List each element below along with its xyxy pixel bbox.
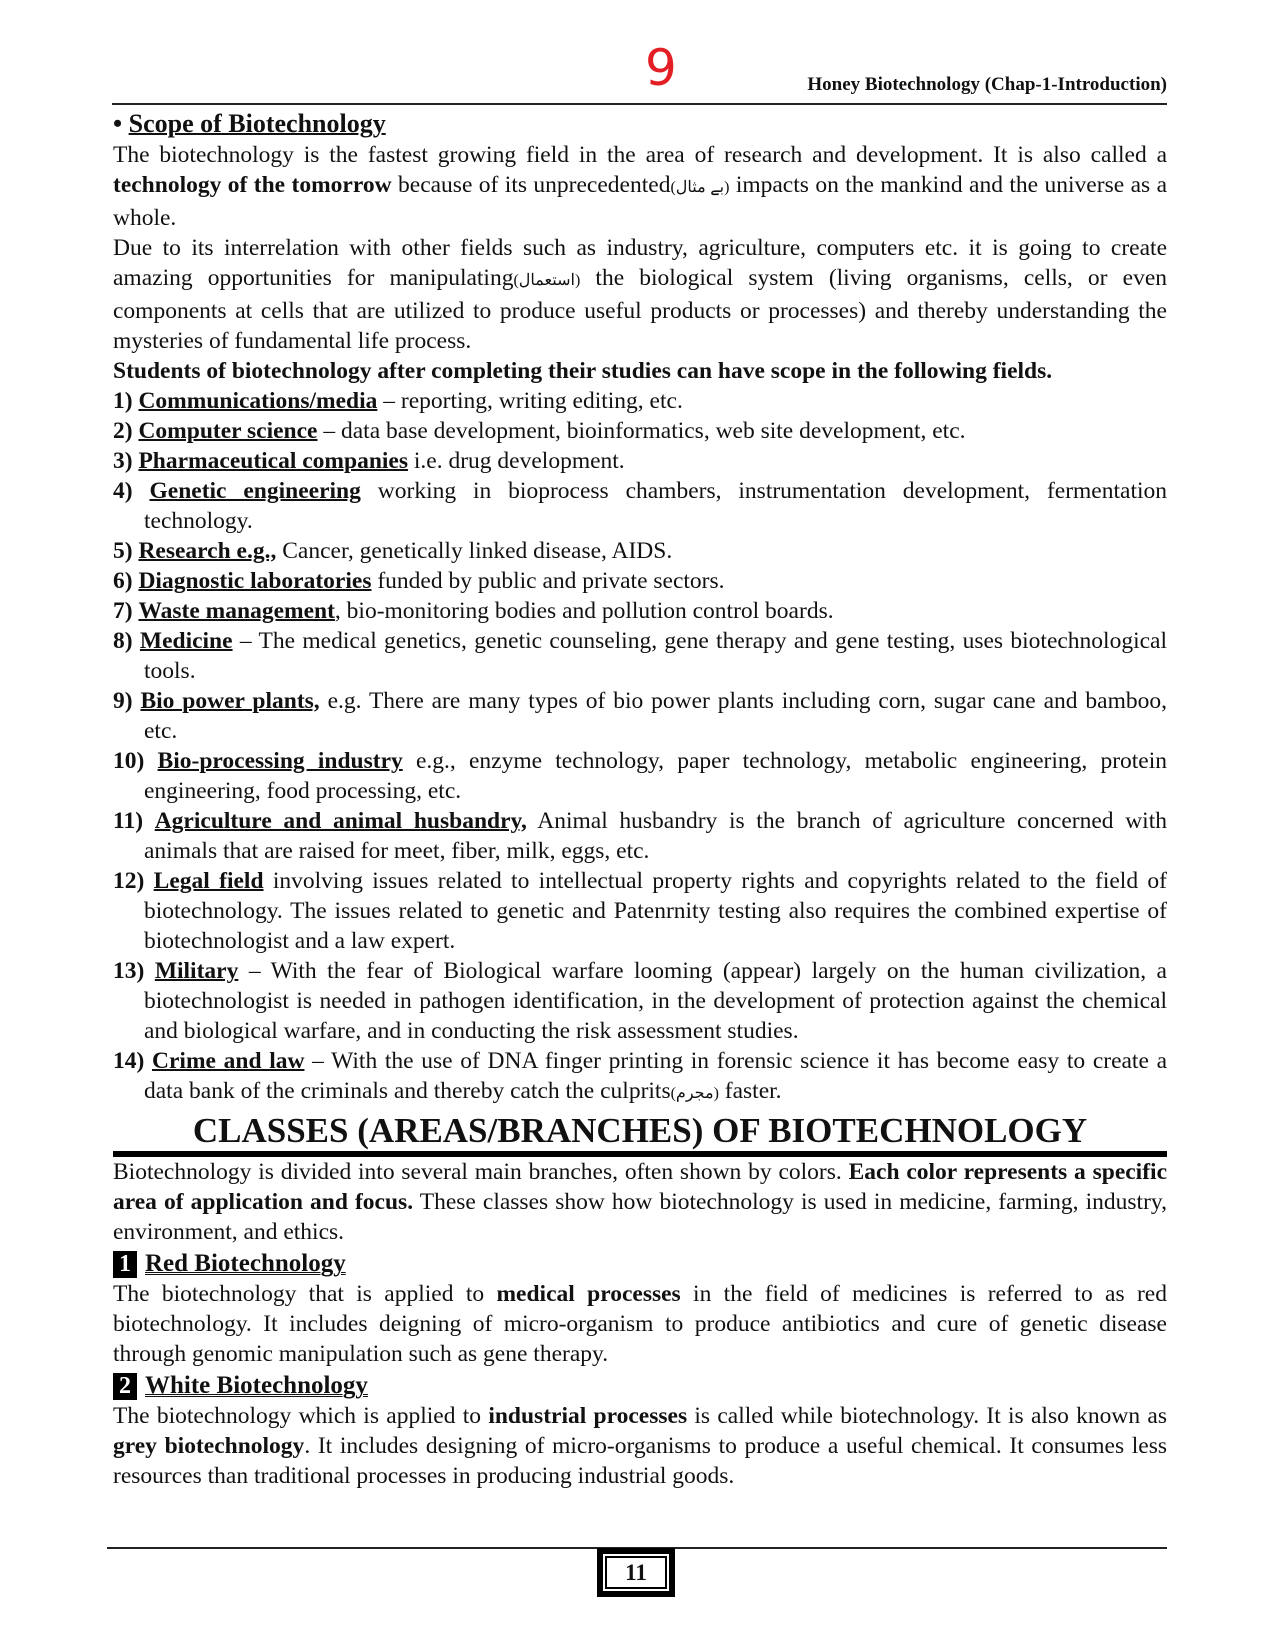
item-number: 14) (113, 1048, 145, 1074)
item-title: Research e.g., (138, 538, 277, 564)
text-run: These classes show how biotechnology is used in medicine, farming, industry, environment, and ethics. (113, 1189, 1167, 1245)
item-title: Medicine (139, 628, 233, 654)
text-run: in the field of medicines is referred to as red biotechnology. It includes deigning of micro-organism to produce antibiotics and cure of genetic disease through genomic manipulation such as gene therapy. (113, 1281, 1167, 1367)
text-run: The biotechnology which is applied to (113, 1403, 489, 1429)
emphasis: technology of the tomorrow (113, 172, 392, 198)
text-run: because of its unprecedented (391, 172, 671, 198)
item-number: 1) (113, 388, 133, 414)
scope-field-item (113, 686, 1167, 746)
item-number: 6) (113, 568, 133, 594)
scope-heading-text: Scope of Biotechnology (128, 109, 386, 138)
class-title: White Biotechnology (145, 1372, 368, 1399)
scope-field-item (113, 476, 1167, 536)
page-number: 11 (625, 1560, 647, 1585)
item-number: 10) (113, 748, 145, 774)
running-title: Honey Biotechnology (Chap-1-Introduction) (807, 74, 1167, 95)
item-title: Communications/media (138, 388, 378, 414)
item-number: 5) (113, 538, 133, 564)
urdu-gloss: (استعمال) (513, 272, 581, 289)
number-badge: 1 (113, 1251, 137, 1278)
item-title: Pharmaceutical companies (138, 448, 409, 474)
item-text: i.e. drug development. (408, 448, 625, 474)
emphasis: medical processes (496, 1281, 681, 1307)
urdu-gloss: (مجرم) (670, 1085, 719, 1102)
text-run: The biotechnology is the fastest growing field in the area of research and development. It is also called a (113, 142, 1167, 168)
class-heading-red (113, 1249, 1167, 1279)
scope-field-item (113, 866, 1167, 956)
scope-field-item (113, 1046, 1167, 1109)
item-text: faster. (718, 1078, 782, 1104)
item-text: – data base development, bioinformatics, web site development, etc. (317, 418, 966, 444)
text-run: impacts on the mankind and the universe as a whole. (113, 172, 1167, 231)
item-title: Legal field (153, 868, 264, 894)
item-title: Crime and law (152, 1048, 305, 1074)
classes-heading: CLASSES (AREAS/BRANCHES) OF BIOTECHNOLOGY (113, 1111, 1167, 1157)
scope-lead: Students of biotechnology after completing their studies can have scope in the following fields. (113, 358, 1053, 384)
item-title: Military (154, 958, 239, 984)
scope-field-item (113, 446, 1167, 476)
text-run: Biotechnology is divided into several main branches, often shown by colors. (113, 1159, 849, 1185)
item-text: e.g. There are many types of bio power plants including corn, sugar cane and bamboo, etc. (144, 688, 1168, 744)
bullet-icon: • (113, 109, 123, 138)
text-run: the biological system (living organisms, cells, or even components at cells that are utilized to produce useful products or processes) and thereby understanding the mysteries of fundamental life process. (113, 265, 1167, 354)
item-number: 12) (113, 868, 145, 894)
number-badge: 2 (113, 1373, 137, 1400)
item-title: Genetic engineering (149, 478, 361, 504)
item-title: Waste management (138, 598, 335, 624)
item-title: Diagnostic laboratories (138, 568, 372, 594)
item-text: e.g., enzyme technology, paper technology, metabolic engineering, protein engineering, food processing, etc. (144, 748, 1168, 804)
scope-paragraph-1 (113, 140, 1167, 233)
item-text: funded by public and private sectors. (371, 568, 725, 594)
item-text: – With the fear of Biological warfare looming (appear) largely on the human civilization, a biotechnologist is needed in pathogen identification, in the development of protection against the chemical and biological warfare, and in conducting the risk assessment studies. (144, 958, 1167, 1044)
chapter-number: 9 (645, 39, 677, 97)
scope-heading (113, 108, 1167, 140)
text-run: is called while biotechnology. It is also known as (687, 1403, 1167, 1429)
item-text: – With the use of DNA finger printing in forensic science it has become easy to create a data bank of the criminals and thereby catch the culprits (144, 1048, 1168, 1104)
class-body-red (113, 1279, 1167, 1369)
text-run: Due to its interrelation with other fields such as industry, agriculture, computers etc. it is going to create amazing opportunities for manipulating (113, 235, 1167, 291)
item-text: – reporting, writing editing, etc. (377, 388, 683, 414)
item-text: Animal husbandry is the branch of agriculture concerned with animals that are raised for meet, fiber, milk, eggs, etc. (144, 808, 1167, 864)
emphasis: industrial processes (488, 1403, 688, 1429)
scope-field-item (113, 416, 1167, 446)
scope-field-item (113, 596, 1167, 626)
scope-fields-list (113, 386, 1167, 1109)
scope-field-item (113, 956, 1167, 1046)
scope-field-item (113, 386, 1167, 416)
item-title: Bio power plants, (140, 688, 320, 714)
urdu-gloss: (بے مثال) (670, 179, 730, 196)
page-number-frame (605, 1556, 667, 1589)
scope-field-item (113, 806, 1167, 866)
page-number-box (597, 1548, 675, 1597)
item-number: 13) (113, 958, 145, 984)
class-title: Red Biotechnology (145, 1250, 346, 1277)
scope-field-item (113, 626, 1167, 686)
classes-intro (113, 1157, 1167, 1247)
emphasis: grey biotechnology (113, 1433, 305, 1459)
scope-field-item (113, 566, 1167, 596)
class-body-white (113, 1401, 1167, 1491)
item-number: 8) (113, 628, 133, 654)
item-text: involving issues related to intellectual property rights and copyrights related to the field of biotechnology. The issues related to genetic and Patenrnity testing also requires the combined expertise of biotechnologist and a law expert. (144, 868, 1167, 954)
item-text: Cancer, genetically linked disease, AIDS. (276, 538, 673, 564)
text-run: The biotechnology that is applied to (113, 1281, 497, 1307)
item-number: 3) (113, 448, 133, 474)
item-number: 11) (113, 808, 144, 834)
item-number: 4) (113, 478, 133, 504)
class-heading-white (113, 1371, 1167, 1401)
item-number: 7) (113, 598, 133, 624)
emphasis: Each color represents a specific area of application and focus. (113, 1159, 1167, 1215)
text-run: . It includes designing of micro-organisms to produce a useful chemical. It consumes less resources than traditional processes in producing industrial goods. (113, 1433, 1168, 1489)
scope-field-item (113, 746, 1167, 806)
item-number: 9) (113, 688, 133, 714)
item-title: Bio-processing industry (157, 748, 403, 774)
item-title: Agriculture and animal husbandry, (154, 808, 527, 834)
item-text: – The medical genetics, genetic counseling, gene therapy and gene testing, uses biotechnological tools. (144, 628, 1168, 684)
scope-field-item (113, 536, 1167, 566)
page-content (113, 108, 1167, 1491)
scope-paragraph-2 (113, 233, 1167, 356)
item-text: , bio-monitoring bodies and pollution control boards. (334, 598, 834, 624)
item-title: Computer science (138, 418, 318, 444)
item-number: 2) (113, 418, 133, 444)
item-text: working in bioprocess chambers, instrumentation development, fermentation technology. (144, 478, 1168, 534)
page-header (112, 0, 1167, 105)
